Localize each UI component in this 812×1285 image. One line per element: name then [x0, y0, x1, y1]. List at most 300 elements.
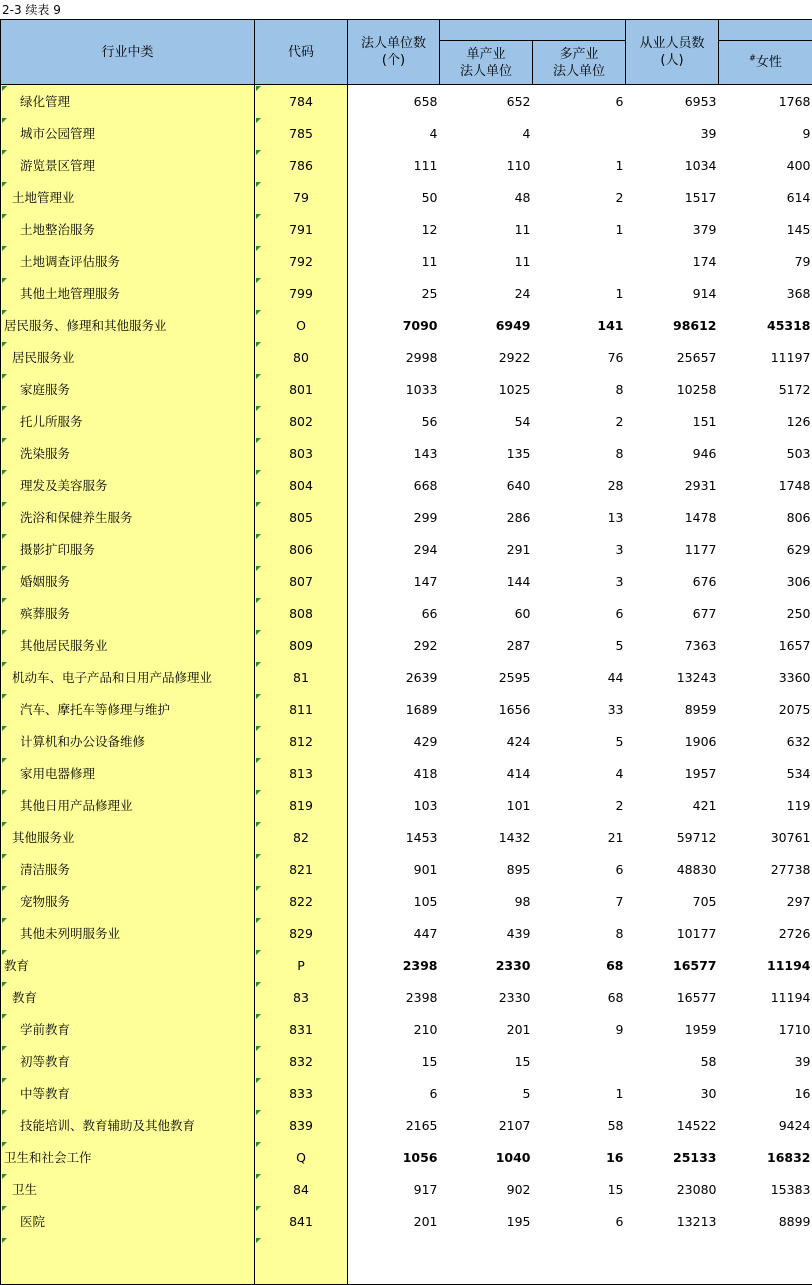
female-cell: 629: [719, 533, 812, 565]
code-cell: 808: [255, 597, 348, 629]
table-row: [1, 1173, 812, 1205]
industry-name-cell: 汽车、摩托车等修理与维护: [1, 693, 255, 725]
code-cell: 811: [255, 693, 348, 725]
industry-name-cell: 土地管理业: [1, 181, 255, 213]
header-industry: 行业中类: [1, 20, 255, 85]
multi-industry-cell: 141: [533, 309, 626, 341]
female-cell: 806: [719, 501, 812, 533]
multi-industry-cell: 1: [533, 213, 626, 245]
code-cell: 819: [255, 789, 348, 821]
employees-cell: 48830: [626, 853, 719, 885]
female-cell: 5172: [719, 373, 812, 405]
multi-industry-cell: 58: [533, 1109, 626, 1141]
legal-units-cell: 2398: [348, 981, 440, 1013]
table-row: [1, 917, 812, 949]
employees-cell: 1478: [626, 501, 719, 533]
table-row: [1, 789, 812, 821]
multi-industry-cell: 2: [533, 405, 626, 437]
single-industry-cell: 1025: [440, 373, 533, 405]
multi-industry-cell: 33: [533, 693, 626, 725]
code-cell: 784: [255, 85, 348, 118]
employees-cell: 379: [626, 213, 719, 245]
female-cell: 145: [719, 213, 812, 245]
female-cell: 632: [719, 725, 812, 757]
code-cell: 802: [255, 405, 348, 437]
header-employees: [626, 20, 719, 85]
multi-industry-cell: 6: [533, 85, 626, 118]
employees-cell: 6953: [626, 85, 719, 118]
empty-cell: [533, 1237, 626, 1285]
single-industry-cell: 54: [440, 405, 533, 437]
industry-name-cell: 机动车、电子产品和日用产品修理业: [1, 661, 255, 693]
single-industry-cell: 2330: [440, 981, 533, 1013]
header-single-industry: [440, 41, 533, 85]
multi-industry-cell: 9: [533, 1013, 626, 1045]
industry-name-cell: 技能培训、教育辅助及其他教育: [1, 1109, 255, 1141]
industry-name-cell: 教育: [1, 981, 255, 1013]
header-code: 代码: [255, 20, 348, 85]
single-industry-cell: 291: [440, 533, 533, 565]
industry-name-cell: 宠物服务: [1, 885, 255, 917]
legal-units-cell: 201: [348, 1205, 440, 1237]
single-industry-cell: 2330: [440, 949, 533, 981]
code-cell: 807: [255, 565, 348, 597]
legal-units-cell: 105: [348, 885, 440, 917]
code-cell: 79: [255, 181, 348, 213]
table-row: [1, 597, 812, 629]
code-cell: 839: [255, 1109, 348, 1141]
table-row: [1, 1109, 812, 1141]
industry-name-cell: 中等教育: [1, 1077, 255, 1109]
legal-units-cell: 103: [348, 789, 440, 821]
legal-units-cell: 1689: [348, 693, 440, 725]
legal-units-cell: 2165: [348, 1109, 440, 1141]
code-cell: 822: [255, 885, 348, 917]
single-industry-cell: 101: [440, 789, 533, 821]
female-cell: 9424: [719, 1109, 812, 1141]
table-row: [1, 725, 812, 757]
employees-cell: 676: [626, 565, 719, 597]
employees-cell: 914: [626, 277, 719, 309]
header-legal-units-spacer: [440, 20, 626, 41]
multi-industry-cell: [533, 117, 626, 149]
single-industry-cell: 110: [440, 149, 533, 181]
industry-name-cell: 殡葬服务: [1, 597, 255, 629]
employees-cell: 2931: [626, 469, 719, 501]
employees-cell: 98612: [626, 309, 719, 341]
code-cell: 813: [255, 757, 348, 789]
empty-cell: [719, 1237, 812, 1285]
legal-units-cell: 210: [348, 1013, 440, 1045]
employees-cell: 1959: [626, 1013, 719, 1045]
empty-cell: [348, 1237, 440, 1285]
empty-cell: [440, 1237, 533, 1285]
legal-units-cell: 294: [348, 533, 440, 565]
code-cell: 81: [255, 661, 348, 693]
employees-cell: 7363: [626, 629, 719, 661]
single-industry-cell: 2107: [440, 1109, 533, 1141]
employees-cell: 1517: [626, 181, 719, 213]
single-industry-cell: 144: [440, 565, 533, 597]
header-legal-units-unit: (个): [348, 52, 439, 69]
industry-name-cell: 土地整治服务: [1, 213, 255, 245]
industry-name-cell: 卫生和社会工作: [1, 1141, 255, 1173]
employees-cell: 8959: [626, 693, 719, 725]
industry-name-cell: 家庭服务: [1, 373, 255, 405]
code-cell: 805: [255, 501, 348, 533]
table-row: [1, 1205, 812, 1237]
female-cell: 11194: [719, 981, 812, 1013]
empty-cell: [1, 1237, 255, 1285]
code-cell: 791: [255, 213, 348, 245]
single-industry-cell: 439: [440, 917, 533, 949]
code-cell: 82: [255, 821, 348, 853]
single-industry-cell: 1040: [440, 1141, 533, 1173]
female-cell: 2075: [719, 693, 812, 725]
single-industry-cell: 286: [440, 501, 533, 533]
industry-name-cell: 婚姻服务: [1, 565, 255, 597]
single-industry-cell: 4: [440, 117, 533, 149]
code-cell: 786: [255, 149, 348, 181]
employees-cell: 1957: [626, 757, 719, 789]
table-row: [1, 501, 812, 533]
industry-name-cell: 托儿所服务: [1, 405, 255, 437]
multi-industry-cell: 3: [533, 533, 626, 565]
female-cell: 126: [719, 405, 812, 437]
employees-cell: 39: [626, 117, 719, 149]
employees-cell: 16577: [626, 981, 719, 1013]
female-cell: 614: [719, 181, 812, 213]
legal-units-cell: 447: [348, 917, 440, 949]
industry-name-cell: 城市公园管理: [1, 117, 255, 149]
employees-cell: 13243: [626, 661, 719, 693]
single-industry-cell: 895: [440, 853, 533, 885]
legal-units-cell: 111: [348, 149, 440, 181]
multi-industry-cell: 2: [533, 181, 626, 213]
legal-units-cell: 1453: [348, 821, 440, 853]
single-industry-cell: 2922: [440, 341, 533, 373]
employees-cell: 1177: [626, 533, 719, 565]
code-cell: 803: [255, 437, 348, 469]
employees-cell: 23080: [626, 1173, 719, 1205]
code-cell: 833: [255, 1077, 348, 1109]
legal-units-cell: 429: [348, 725, 440, 757]
female-cell: 11194: [719, 949, 812, 981]
legal-units-cell: 2998: [348, 341, 440, 373]
code-cell: 821: [255, 853, 348, 885]
multi-industry-cell: 68: [533, 981, 626, 1013]
table-row: [1, 949, 812, 981]
legal-units-cell: 668: [348, 469, 440, 501]
legal-units-cell: 12: [348, 213, 440, 245]
industry-name-cell: 教育: [1, 949, 255, 981]
industry-name-cell: 学前教育: [1, 1013, 255, 1045]
table-row: [1, 1077, 812, 1109]
single-industry-cell: 11: [440, 213, 533, 245]
legal-units-cell: 658: [348, 85, 440, 118]
table-row: [1, 373, 812, 405]
female-cell: 400: [719, 149, 812, 181]
multi-industry-cell: 8: [533, 917, 626, 949]
employees-cell: 174: [626, 245, 719, 277]
single-industry-cell: 424: [440, 725, 533, 757]
code-cell: O: [255, 309, 348, 341]
table-row: [1, 117, 812, 149]
female-cell: 9: [719, 117, 812, 149]
table-row: [1, 853, 812, 885]
multi-industry-cell: 6: [533, 853, 626, 885]
header-legal-units: [348, 20, 440, 85]
female-cell: 16: [719, 1077, 812, 1109]
legal-units-cell: 15: [348, 1045, 440, 1077]
code-cell: 806: [255, 533, 348, 565]
table-row: [1, 661, 812, 693]
single-industry-cell: 1432: [440, 821, 533, 853]
industry-name-cell: 家用电器修理: [1, 757, 255, 789]
table-row: [1, 341, 812, 373]
multi-industry-cell: 8: [533, 437, 626, 469]
multi-industry-cell: 8: [533, 373, 626, 405]
header-multi-industry-line2: 法人单位: [533, 63, 625, 80]
industry-name-cell: 居民服务、修理和其他服务业: [1, 309, 255, 341]
table-row: [1, 469, 812, 501]
multi-industry-cell: 16: [533, 1141, 626, 1173]
legal-units-cell: 50: [348, 181, 440, 213]
table-row: [1, 1045, 812, 1077]
female-cell: 1710: [719, 1013, 812, 1045]
multi-industry-cell: 5: [533, 725, 626, 757]
multi-industry-cell: 7: [533, 885, 626, 917]
industry-name-cell: 理发及美容服务: [1, 469, 255, 501]
legal-units-cell: 2398: [348, 949, 440, 981]
employees-cell: 30: [626, 1077, 719, 1109]
header-multi-industry: [533, 41, 626, 85]
female-cell: 368: [719, 277, 812, 309]
female-cell: 2726: [719, 917, 812, 949]
legal-units-cell: 1033: [348, 373, 440, 405]
header-female-label: 女性: [756, 55, 782, 70]
legal-units-cell: 143: [348, 437, 440, 469]
industry-name-cell: 计算机和办公设备维修: [1, 725, 255, 757]
female-cell: 27738: [719, 853, 812, 885]
empty-cell: [626, 1237, 719, 1285]
single-industry-cell: 5: [440, 1077, 533, 1109]
employees-cell: 16577: [626, 949, 719, 981]
legal-units-cell: 901: [348, 853, 440, 885]
industry-name-cell: 居民服务业: [1, 341, 255, 373]
legal-units-cell: 7090: [348, 309, 440, 341]
single-industry-cell: 195: [440, 1205, 533, 1237]
industry-name-cell: 清洁服务: [1, 853, 255, 885]
employees-cell: 25133: [626, 1141, 719, 1173]
table-row: [1, 309, 812, 341]
employees-cell: 1034: [626, 149, 719, 181]
multi-industry-cell: 6: [533, 1205, 626, 1237]
female-cell: 79: [719, 245, 812, 277]
table-row: [1, 885, 812, 917]
female-cell: 8899: [719, 1205, 812, 1237]
industry-name-cell: 其他服务业: [1, 821, 255, 853]
multi-industry-cell: 4: [533, 757, 626, 789]
table-row: [1, 565, 812, 597]
multi-industry-cell: 21: [533, 821, 626, 853]
legal-units-cell: 299: [348, 501, 440, 533]
female-cell: 15383: [719, 1173, 812, 1205]
industry-name-cell: 洗浴和保健养生服务: [1, 501, 255, 533]
legal-units-cell: 4: [348, 117, 440, 149]
legal-units-cell: 11: [348, 245, 440, 277]
header-employees-unit: (人): [626, 52, 718, 69]
code-cell: P: [255, 949, 348, 981]
legal-units-cell: 2639: [348, 661, 440, 693]
table-row: [1, 981, 812, 1013]
female-cell: 3360: [719, 661, 812, 693]
table-row: [1, 149, 812, 181]
single-industry-cell: 135: [440, 437, 533, 469]
code-cell: 832: [255, 1045, 348, 1077]
single-industry-cell: 414: [440, 757, 533, 789]
single-industry-cell: 60: [440, 597, 533, 629]
multi-industry-cell: 1: [533, 149, 626, 181]
female-cell: 1768: [719, 85, 812, 118]
legal-units-cell: 917: [348, 1173, 440, 1205]
female-cell: 297: [719, 885, 812, 917]
multi-industry-cell: 1: [533, 277, 626, 309]
female-cell: 1657: [719, 629, 812, 661]
industry-name-cell: 其他未列明服务业: [1, 917, 255, 949]
legal-units-cell: 25: [348, 277, 440, 309]
table-row: [1, 1141, 812, 1173]
industry-name-cell: 医院: [1, 1205, 255, 1237]
employees-cell: 25657: [626, 341, 719, 373]
multi-industry-cell: 15: [533, 1173, 626, 1205]
table-row: [1, 1013, 812, 1045]
multi-industry-cell: 13: [533, 501, 626, 533]
industry-name-cell: 初等教育: [1, 1045, 255, 1077]
multi-industry-cell: 5: [533, 629, 626, 661]
header-single-industry-line1: 单产业: [440, 46, 532, 63]
legal-units-cell: 6: [348, 1077, 440, 1109]
female-cell: 16832: [719, 1141, 812, 1173]
employees-cell: 14522: [626, 1109, 719, 1141]
table-row: [1, 405, 812, 437]
industry-name-cell: 洗染服务: [1, 437, 255, 469]
industry-name-cell: 土地调查评估服务: [1, 245, 255, 277]
industry-name-cell: 其他居民服务业: [1, 629, 255, 661]
data-table: [0, 19, 812, 1285]
legal-units-cell: 292: [348, 629, 440, 661]
industry-name-cell: 卫生: [1, 1173, 255, 1205]
code-cell: 841: [255, 1205, 348, 1237]
code-cell: 84: [255, 1173, 348, 1205]
single-industry-cell: 1656: [440, 693, 533, 725]
code-cell: 792: [255, 245, 348, 277]
code-cell: 83: [255, 981, 348, 1013]
header-female: [719, 41, 812, 85]
single-industry-cell: 201: [440, 1013, 533, 1045]
multi-industry-cell: [533, 245, 626, 277]
employees-cell: 421: [626, 789, 719, 821]
table-row: [1, 85, 812, 118]
table-row: [1, 213, 812, 245]
table-row: [1, 245, 812, 277]
statistics-sheet: [0, 19, 812, 1274]
header-multi-industry-line1: 多产业: [533, 46, 625, 63]
legal-units-cell: 66: [348, 597, 440, 629]
legal-units-cell: 56: [348, 405, 440, 437]
single-industry-cell: 15: [440, 1045, 533, 1077]
multi-industry-cell: 44: [533, 661, 626, 693]
employees-cell: 59712: [626, 821, 719, 853]
code-cell: 809: [255, 629, 348, 661]
employees-cell: 10258: [626, 373, 719, 405]
table-title: 2-3 续表 9: [2, 2, 61, 18]
female-cell: 250: [719, 597, 812, 629]
employees-cell: 677: [626, 597, 719, 629]
multi-industry-cell: 68: [533, 949, 626, 981]
single-industry-cell: 2595: [440, 661, 533, 693]
industry-name-cell: 其他土地管理服务: [1, 277, 255, 309]
code-cell: 829: [255, 917, 348, 949]
header-legal-units-label: 法人单位数: [348, 35, 439, 52]
header-female-mark: #: [749, 54, 756, 63]
female-cell: 503: [719, 437, 812, 469]
female-cell: 534: [719, 757, 812, 789]
table-filler-row: [1, 1237, 812, 1285]
multi-industry-cell: 28: [533, 469, 626, 501]
single-industry-cell: 98: [440, 885, 533, 917]
single-industry-cell: 6949: [440, 309, 533, 341]
female-cell: 11197: [719, 341, 812, 373]
code-cell: 831: [255, 1013, 348, 1045]
multi-industry-cell: 6: [533, 597, 626, 629]
table-row: [1, 821, 812, 853]
employees-cell: 10177: [626, 917, 719, 949]
legal-units-cell: 418: [348, 757, 440, 789]
employees-cell: 58: [626, 1045, 719, 1077]
employees-cell: 13213: [626, 1205, 719, 1237]
table-row: [1, 181, 812, 213]
female-cell: 1748: [719, 469, 812, 501]
header-employees-label: 从业人员数: [626, 35, 718, 52]
header-single-industry-line2: 法人单位: [440, 63, 532, 80]
legal-units-cell: 147: [348, 565, 440, 597]
code-cell: 801: [255, 373, 348, 405]
female-cell: 119: [719, 789, 812, 821]
code-cell: 80: [255, 341, 348, 373]
single-industry-cell: 287: [440, 629, 533, 661]
table-row: [1, 533, 812, 565]
code-cell: 812: [255, 725, 348, 757]
industry-name-cell: 绿化管理: [1, 85, 255, 118]
single-industry-cell: 11: [440, 245, 533, 277]
multi-industry-cell: 3: [533, 565, 626, 597]
employees-cell: 151: [626, 405, 719, 437]
table-row: [1, 757, 812, 789]
multi-industry-cell: 76: [533, 341, 626, 373]
industry-name-cell: 游览景区管理: [1, 149, 255, 181]
table-body: [1, 85, 812, 1285]
code-cell: 785: [255, 117, 348, 149]
table-row: [1, 277, 812, 309]
multi-industry-cell: 1: [533, 1077, 626, 1109]
table-row: [1, 437, 812, 469]
empty-cell: [255, 1237, 348, 1285]
table-row: [1, 693, 812, 725]
employees-cell: 705: [626, 885, 719, 917]
single-industry-cell: 24: [440, 277, 533, 309]
multi-industry-cell: [533, 1045, 626, 1077]
